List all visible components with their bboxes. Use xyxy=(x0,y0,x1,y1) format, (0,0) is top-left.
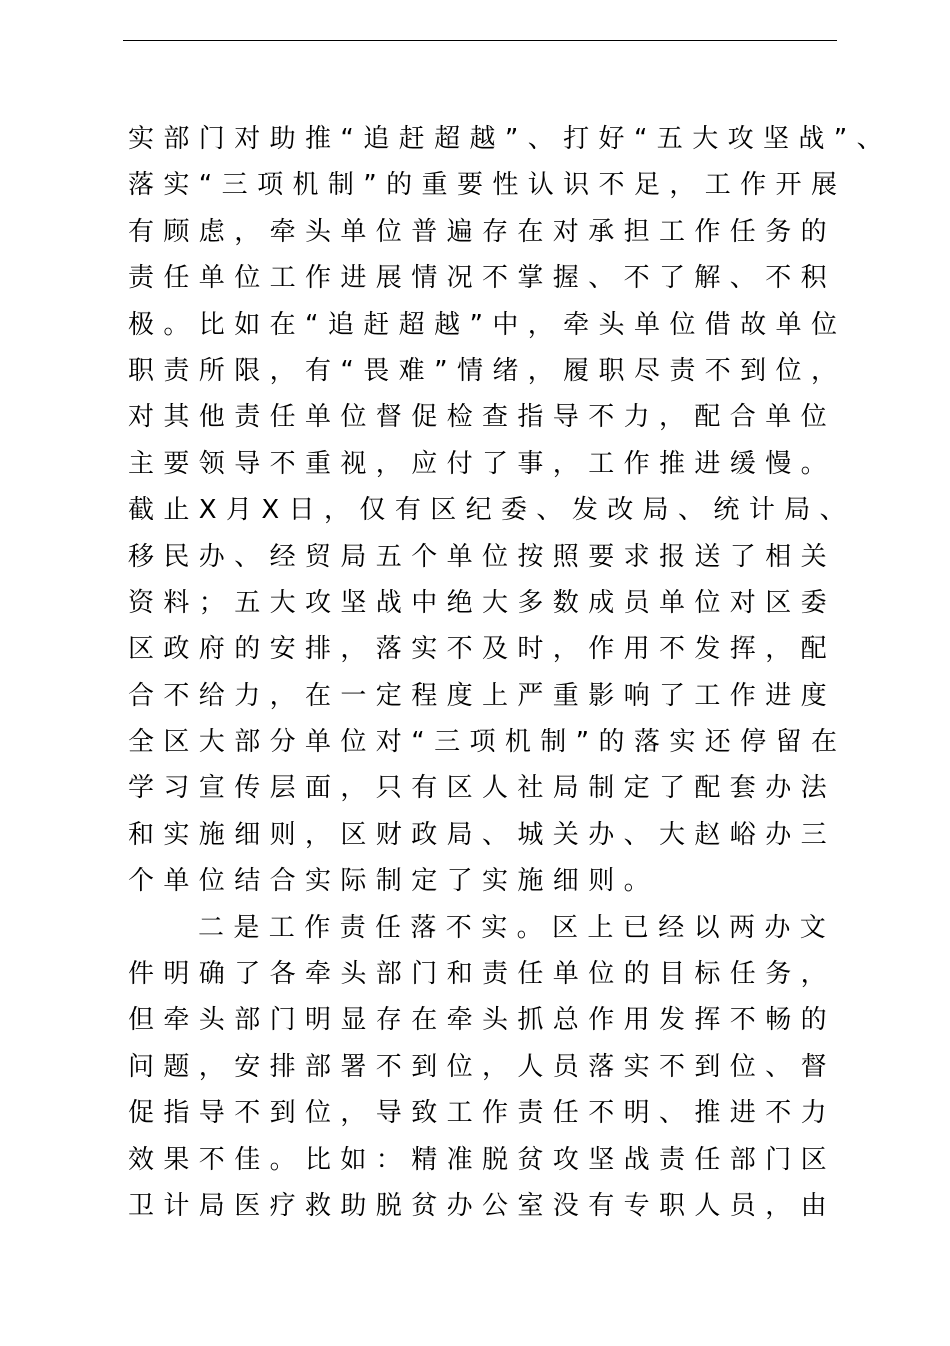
paragraph-first-line: 二是工作责任落不实。区上已经以两办文 xyxy=(198,912,836,943)
text-line: 资料；五大攻坚战中绝大多数成员单位对区委 xyxy=(128,587,837,618)
text-line: 落实“三项机制”的重要性认识不足，工作开展 xyxy=(128,170,847,201)
text-line: 促指导不到位，导致工作责任不明、推进不力 xyxy=(128,1098,837,1129)
text-line: 个单位结合实际制定了实施细则。 xyxy=(128,866,660,897)
text-line: 极。比如在“追赶超越”中，牵头单位借故单位 xyxy=(128,309,847,340)
text-line: 全区大部分单位对“三项机制”的落实还停留在 xyxy=(128,727,847,758)
text-line: 截止X月X日，仅有区纪委、发改局、统计局、 xyxy=(128,495,856,526)
text-line: 责任单位工作进展情况不掌握、不了解、不积 xyxy=(128,263,837,294)
text-line: 但牵头部门明显存在牵头抓总作用发挥不畅的 xyxy=(128,1005,837,1036)
header-rule xyxy=(123,40,837,41)
text-line: 区政府的安排，落实不及时，作用不发挥，配 xyxy=(128,634,837,665)
text-line: 问题，安排部署不到位，人员落实不到位、督 xyxy=(128,1051,837,1082)
text-line: 有顾虑，牵头单位普遍存在对承担工作任务的 xyxy=(128,216,837,247)
text-line: 对其他责任单位督促检查指导不力，配合单位 xyxy=(128,402,837,433)
text-line: 职责所限，有“畏难”情绪，履职尽责不到位， xyxy=(128,355,847,386)
text-line: 件明确了各牵头部门和责任单位的目标任务， xyxy=(128,959,837,990)
document-body xyxy=(128,116,893,1229)
text-line: 合不给力，在一定程度上严重影响了工作进度 xyxy=(128,680,837,711)
text-line: 实部门对助推“追赶超越”、打好“五大攻坚战”、 xyxy=(128,124,893,154)
text-line: 主要领导不重视，应付了事，工作推进缓慢。 xyxy=(128,448,837,479)
text-line: 移民办、经贸局五个单位按照要求报送了相关 xyxy=(128,541,837,572)
text-line: 卫计局医疗救助脱贫办公室没有专职人员，由 xyxy=(128,1190,837,1221)
text-line: 效果不佳。比如：精准脱贫攻坚战责任部门区 xyxy=(128,1144,837,1175)
text-line: 学习宣传层面，只有区人社局制定了配套办法 xyxy=(128,773,837,804)
text-line: 和实施细则，区财政局、城关办、大赵峪办三 xyxy=(128,819,837,850)
